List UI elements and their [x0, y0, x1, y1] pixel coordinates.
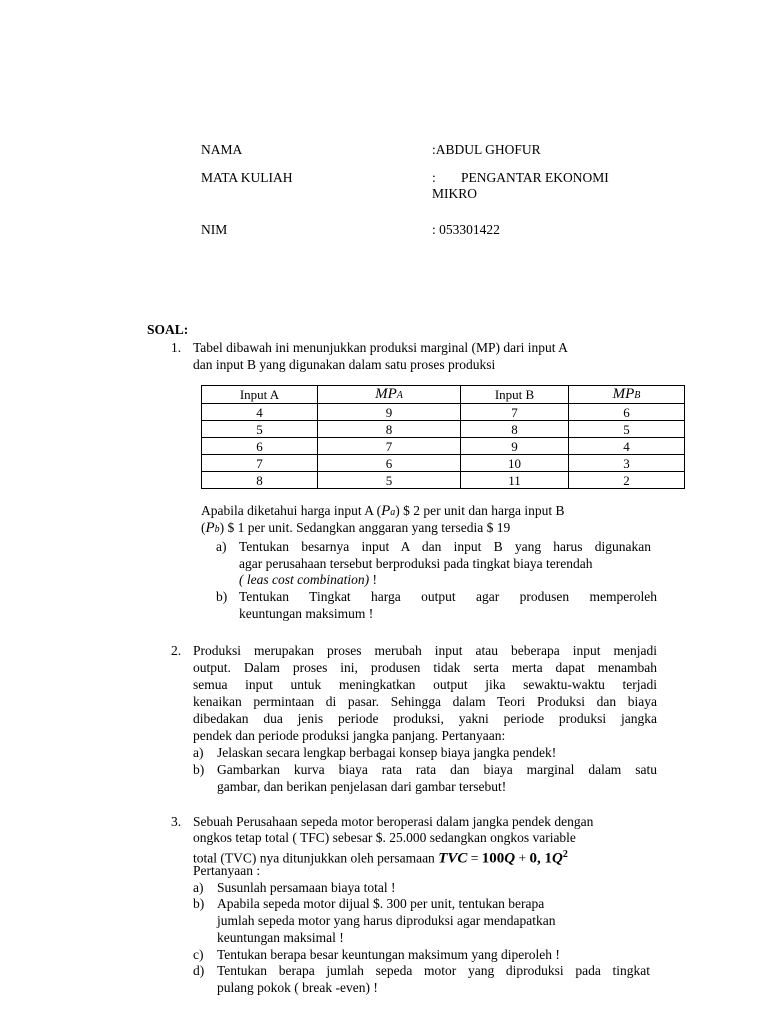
info-text: ) $ 2 per unit dan harga input B: [395, 503, 565, 518]
mp-a-main: MP: [375, 386, 397, 402]
table-cell: 6: [569, 404, 685, 421]
q3-d-marker: d): [193, 963, 205, 978]
q3-b-line3: keuntungan maksimal !: [217, 930, 344, 945]
table-row: [202, 421, 685, 438]
header-mp-b: [569, 386, 685, 404]
table-cell: 9: [461, 438, 569, 455]
q2-line5: dibedakan dua jenis periode produksi, yakni periode produksi jangka: [193, 711, 657, 726]
least-cost-term: ( leas cost combination): [239, 572, 370, 587]
equation-q2: Q: [551, 850, 563, 867]
q3-c-text: Tentukan berapa besar keuntungan maksimum yang diperoleh !: [217, 947, 560, 962]
q3-line1: Sebuah Perusahaan sepeda motor beroperasi dalam jangka pendek dengan: [193, 814, 594, 829]
q1-a-line1: Tentukan besarnya input A dan input B yang harus digunakan: [239, 539, 651, 554]
table-cell: 10: [461, 455, 569, 472]
q3-line2: ongkos tetap total ( TFC) sebesar $. 25.000 sedangkan ongkos variable: [193, 830, 576, 845]
table-row: [202, 438, 685, 455]
q1-a-end: !: [369, 572, 377, 587]
table-cell: 6: [318, 455, 461, 472]
table-row: [202, 404, 685, 421]
q1-a-line3: [239, 571, 377, 588]
q1-a-line2: agar perusahaan tersebut berproduksi pada tingkat biaya terendah: [239, 556, 593, 571]
q1-b-line2: keuntungan maksimum !: [239, 606, 374, 621]
q2-number: 2.: [171, 643, 182, 658]
q3-a-text: Susunlah persamaan biaya total !: [217, 880, 396, 895]
table-cell: 8: [461, 421, 569, 438]
equation-q1: Q: [504, 850, 516, 867]
q3-c-marker: c): [193, 947, 204, 962]
table-cell: 4: [202, 404, 318, 421]
q2-line1: Produksi merupakan proses merubah input atau beberapa input menjadi: [193, 643, 657, 658]
table-cell: 8: [202, 472, 318, 489]
price-a-symbol: P: [381, 503, 391, 519]
course-value-line2: MIKRO: [432, 186, 478, 201]
table-cell: 4: [569, 438, 685, 455]
q2-line2: output. Dalam proses ini, produsen tidak serta merta dapat menambah: [193, 660, 657, 675]
q3-d-line1: Tentukan berapa jumlah sepeda motor yang diproduksi pada tingkat: [217, 963, 650, 978]
q1-b-marker: b): [216, 589, 228, 604]
table-header-row: [202, 386, 685, 404]
mp-b-sub: B: [634, 390, 641, 401]
info-text: (: [201, 520, 206, 535]
info-text: ) $ 1 per unit. Sedangkan anggaran yang tersedia $ 19: [219, 520, 511, 535]
q2-a-marker: a): [193, 745, 204, 760]
q3-b-line1: Apabila sepeda motor dijual $. 300 per unit, tentukan berapa: [217, 896, 545, 911]
q2-line3: semua input untuk meningkatkan output jika sewaktu-waktu terjadi: [193, 677, 657, 692]
q2-b-line1: Gambarkan kurva biaya rata rata dan biaya marginal dalam satu: [217, 762, 657, 777]
equation-term1: 100: [481, 850, 505, 867]
soal-heading: SOAL:: [147, 322, 189, 337]
table-row: [202, 472, 685, 489]
table-cell: 5: [202, 421, 318, 438]
q3-line3-text: total (TVC) nya ditunjukkan oleh persamaan: [193, 850, 439, 866]
course-colon: :: [432, 170, 436, 185]
table-cell: 7: [461, 404, 569, 421]
header-input-a: Input A: [202, 386, 318, 404]
table-row: [202, 455, 685, 472]
header-mp-a: [318, 386, 461, 404]
q3-line4: Pertanyaan :: [193, 863, 261, 878]
q3-number: 3.: [171, 814, 182, 829]
table-cell: 3: [569, 455, 685, 472]
q1-info-line2: [201, 519, 510, 538]
table-cell: 2: [569, 472, 685, 489]
q3-b-marker: b): [193, 896, 205, 911]
mp-b-main: MP: [612, 386, 635, 402]
equation-plus: +: [515, 850, 530, 866]
q2-a-text: Jelaskan secara lengkap berbagai konsep biaya jangka pendek!: [217, 745, 557, 760]
q1-line2: dan input B yang digunakan dalam satu proses produksi: [193, 357, 496, 372]
q2-b-marker: b): [193, 762, 205, 777]
course-label: MATA KULIAH: [201, 170, 293, 185]
name-label: NAMA: [201, 142, 243, 157]
q3-a-marker: a): [193, 880, 204, 895]
table-cell: 7: [202, 455, 318, 472]
q1-number: 1.: [171, 340, 182, 355]
nim-label: NIM: [201, 222, 228, 237]
mp-a-sub: A: [396, 390, 403, 401]
table-cell: 5: [569, 421, 685, 438]
q2-line6: pendek dan periode produksi jangka panjang. Pertanyaan:: [193, 728, 506, 743]
q1-a-marker: a): [216, 539, 227, 554]
table-cell: 5: [318, 472, 461, 489]
table-cell: 11: [461, 472, 569, 489]
q3-d-line2: pulang pokok ( break -even) !: [217, 980, 378, 995]
table-cell: 9: [318, 404, 461, 421]
equation-equals: =: [467, 850, 482, 866]
equation-term2: 0, 1: [529, 850, 552, 867]
header-input-b: Input B: [461, 386, 569, 404]
q2-line4: kenaikan permintaan di pasar. Sehingga dalam Teori Produksi dan biaya: [193, 694, 657, 709]
course-value-line1: PENGANTAR EKONOMI: [461, 170, 609, 185]
table-cell: 6: [202, 438, 318, 455]
equation-lhs: TVC: [438, 850, 468, 867]
table-cell: 8: [318, 421, 461, 438]
marginal-product-table: [201, 385, 685, 489]
q1-b-line1: Tentukan Tingkat harga output agar produsen memperoleh: [239, 589, 657, 604]
price-a-sub: a: [390, 507, 396, 518]
name-value: :ABDUL GHOFUR: [432, 142, 541, 157]
equation-exponent: 2: [562, 849, 568, 860]
nim-value: : 053301422: [432, 222, 500, 237]
q1-line1: Tabel dibawah ini menunjukkan produksi marginal (MP) dari input A: [193, 340, 568, 355]
q3-b-line2: jumlah sepeda motor yang harus diproduksi agar mendapatkan: [217, 913, 556, 928]
table-cell: 7: [318, 438, 461, 455]
price-b-symbol: P: [205, 520, 215, 536]
info-text: Apabila diketahui harga input A (: [201, 503, 382, 518]
q2-b-line2: gambar, dan berikan penjelasan dari gambar tersebut!: [217, 779, 507, 794]
price-b-sub: b: [214, 524, 220, 535]
